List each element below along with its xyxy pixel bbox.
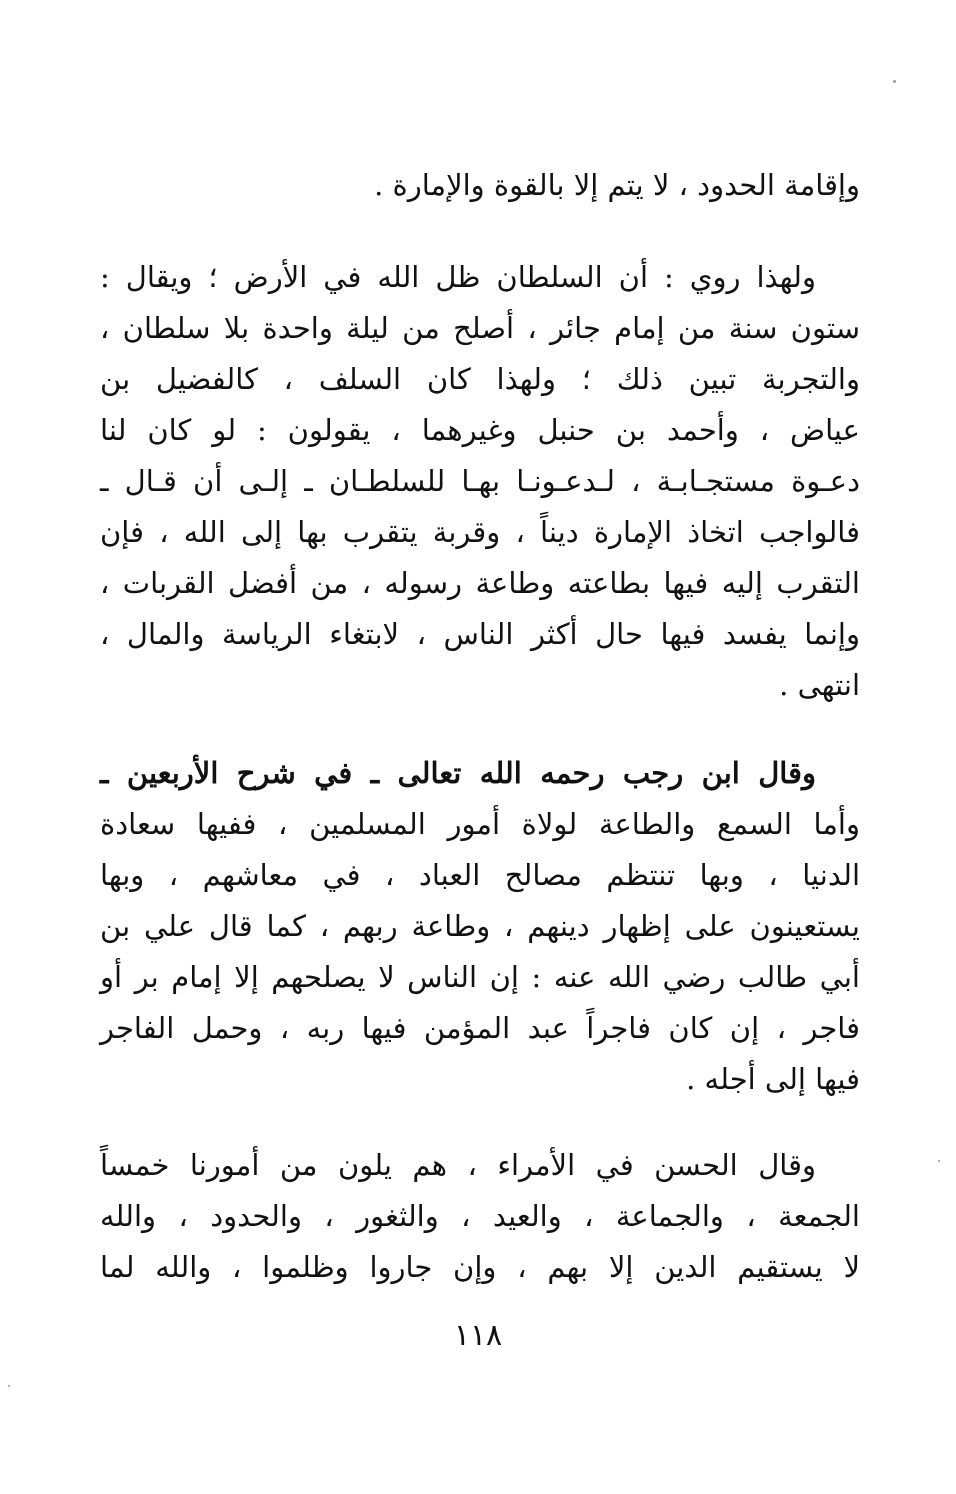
text-line: أبي طالب رضي الله عنه : إن الناس لا يصلحهم إلا إمام بر أو: [100, 960, 860, 994]
text-line: فيها إلى أجله .: [686, 1062, 860, 1096]
text-line: لا يستقيم الدين إلا بهم ، وإن جاروا وظلموا ، والله لما: [100, 1250, 860, 1284]
paragraph-3: [100, 748, 860, 1105]
text-line: الدنيا ، وبها تنتظم مصالح العباد ، في معاشهم ، وبها: [100, 858, 860, 892]
text-line: الجمعة ، والجماعة ، والعيد ، والثغور ، والحدود ، والله: [100, 1199, 860, 1233]
text-line: فالواجب اتخاذ الإمارة ديناً ، وقربة يتقرب بها إلى الله ، فإن: [100, 515, 860, 549]
text-line: انتهى .: [779, 668, 860, 702]
text-line: والتجربة تبين ذلك ؛ ولهذا كان السلف ، كالفضيل بن: [100, 362, 860, 396]
text-line: فاجر ، إن كان فاجراً عبد المؤمن فيها ربه ، وحمل الفاجر: [100, 1011, 860, 1045]
text-line: دعـوة مستجـابـة ، لـدعـونـا بهـا للسلطـان ـ إلـى أن قـال ـ: [100, 464, 860, 498]
paragraph-2: [100, 252, 860, 711]
section-heading-line: وقال ابن رجب رحمه الله تعالى ـ في شرح الأربعين ـ: [100, 756, 816, 790]
scan-speck: [893, 80, 896, 83]
text-line: عياض ، وأحمد بن حنبل وغيرهما ، يقولون : لو كان لنا: [100, 413, 860, 447]
scan-speck: [8, 1385, 10, 1387]
text-line: التقرب إليه فيها بطاعته وطاعة رسوله ، من أفضل القربات ،: [100, 566, 860, 600]
paragraph-1: [100, 160, 860, 211]
text-line: وقال الحسن في الأمراء ، هم يلون من أمورنا خمساً: [100, 1148, 816, 1182]
text-line: وإنما يفسد فيها حال أكثر الناس ، لابتغاء الرياسة والمال ،: [100, 617, 860, 651]
text-line: وأما السمع والطاعة لولاة أمور المسلمين ، ففيها سعادة: [100, 807, 860, 841]
page-number: ١١٨: [453, 1318, 503, 1353]
text-line: وإقامة الحدود ، لا يتم إلا بالقوة والإمارة .: [374, 168, 860, 202]
paragraph-4: [100, 1140, 860, 1293]
text-line: يستعينون على إظهار دينهم ، وطاعة ربهم ، كما قال علي بن: [100, 909, 860, 943]
text-line: ولهذا روي : أن السلطان ظل الله في الأرض ؛ ويقال :: [100, 260, 816, 294]
text-line: ستون سنة من إمام جائر ، أصلح من ليلة واحدة بلا سلطان ،: [100, 311, 860, 345]
scan-speck: [938, 1160, 940, 1162]
